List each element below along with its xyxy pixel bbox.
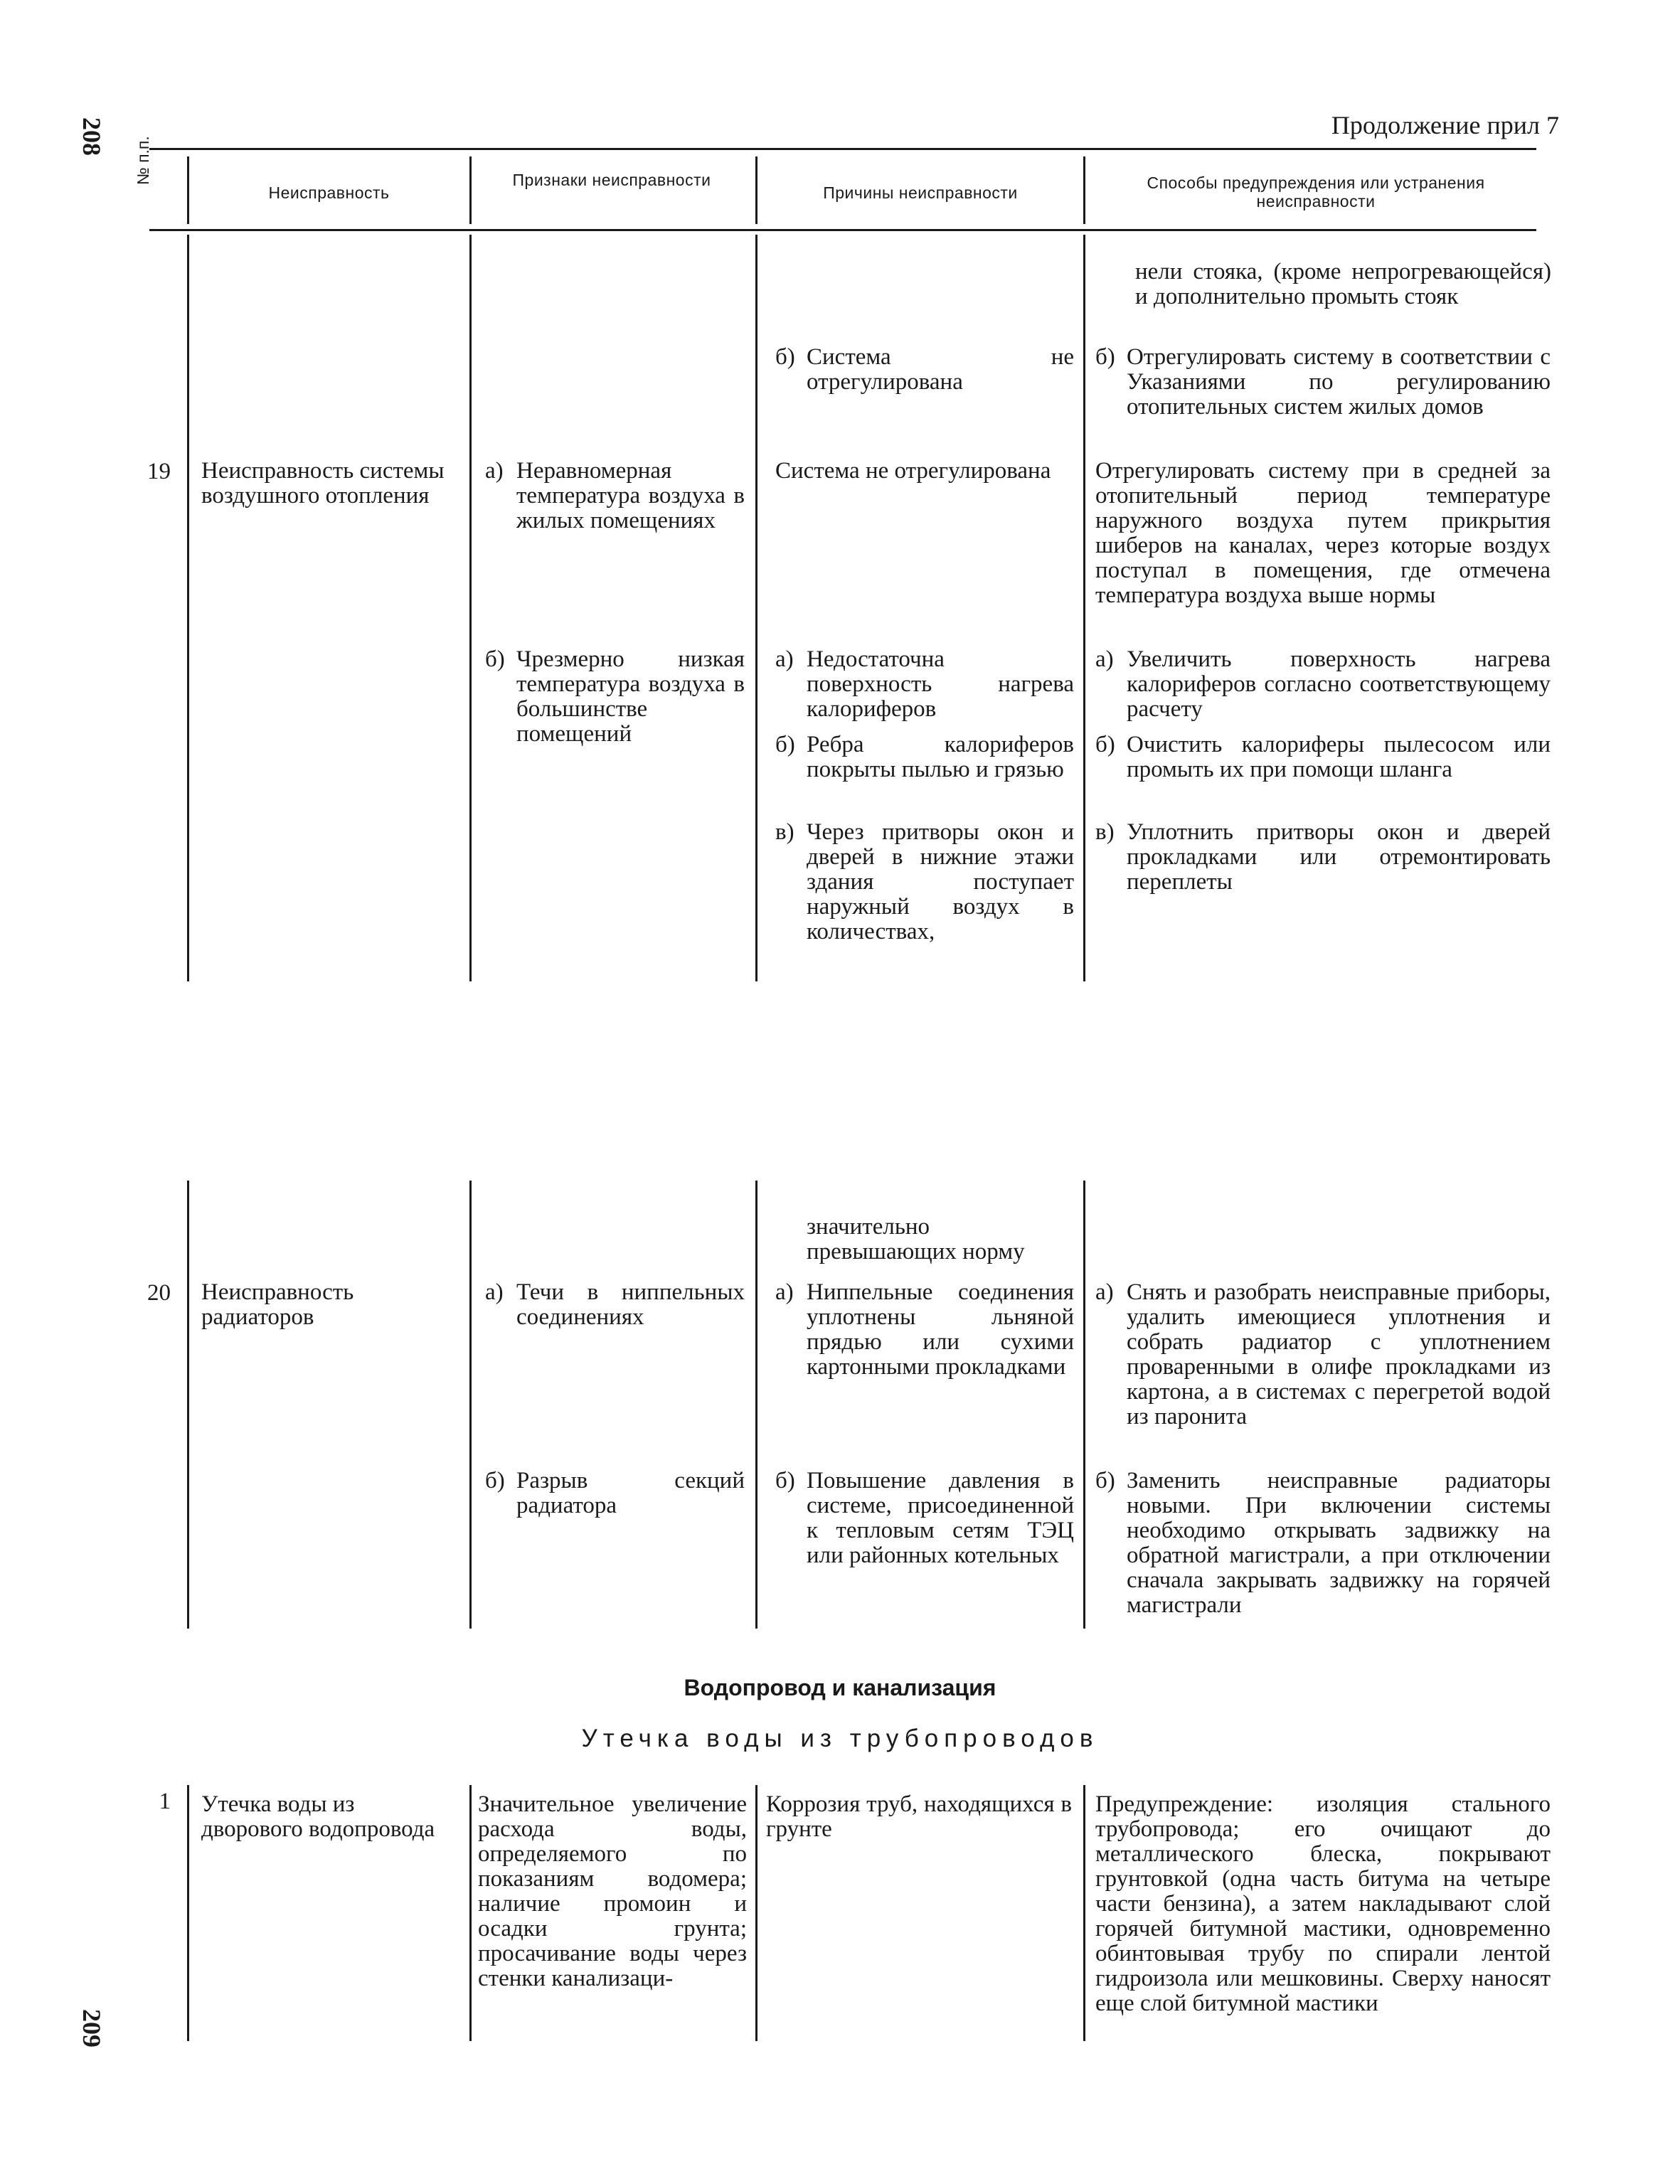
fault-text: Утечка воды из дворового водопровода	[201, 1791, 435, 1842]
fault-text: Неисправность радиаторов	[201, 1279, 354, 1330]
table-divider	[755, 235, 757, 981]
table-divider	[469, 1785, 472, 2041]
table-divider	[1083, 1785, 1085, 2041]
item-marker: б)	[1095, 732, 1115, 757]
cause-continuation: значительно превышающих норму	[807, 1214, 1025, 1264]
table-divider	[187, 235, 189, 981]
cause-text: Ниппельные соединения уплотнены льняной прядью или сухими картонными прокладками	[807, 1279, 1074, 1380]
cause-text: Повышение давления в системе, присоединенной к тепловым сетям ТЭЦ или районных котельных	[807, 1468, 1074, 1568]
cause-item	[775, 1469, 1074, 1568]
item-marker: а)	[1095, 646, 1114, 672]
cause-text: Недостаточна поверхность нагрева калориферов	[807, 646, 1074, 722]
header-divider	[187, 156, 189, 224]
remedy-continuation: нели стояка, (кроме непрогревающейся) и дополнительно промыть стояк	[1135, 259, 1551, 309]
item-marker: б)	[1095, 344, 1115, 370]
sign-item	[485, 647, 745, 747]
item-marker: б)	[485, 1468, 505, 1493]
subsection-title: Утечка воды из трубопроводов	[581, 1725, 1099, 1752]
item-marker: а)	[1095, 1279, 1114, 1305]
page-number-top: 208	[78, 117, 106, 156]
remedy-text: Уплотнить притворы окон и дверей прокладками или отремонтировать переплеты	[1127, 819, 1551, 895]
header-col-causes: Причины неисправности	[823, 183, 1018, 202]
row-number: 20	[147, 1280, 171, 1306]
sign-item	[485, 459, 745, 533]
header-col-fault: Неисправность	[268, 183, 390, 202]
sign-text: Неравномерная температура воздуха в жилых помещениях	[516, 458, 745, 533]
remedy-item	[1095, 647, 1551, 722]
header-bottom-rule	[149, 229, 1536, 231]
remedy-item	[1095, 345, 1551, 420]
item-marker: б)	[1095, 1468, 1115, 1493]
cause-text: Система не отрегулирована	[807, 344, 1074, 395]
page-number-bottom: 209	[78, 2009, 106, 2047]
sign-text: Значительное увеличение расхода воды, определяемого по показаниям водомера; наличие промоин и осадки грунта; просачивание воды через стенки канализаци-	[478, 1791, 747, 1991]
cause-text: Через притворы окон и дверей в нижние этажи здания поступает наружный воздух в количествах,	[807, 819, 1074, 944]
table-divider	[1083, 235, 1085, 981]
item-marker: б)	[485, 646, 505, 672]
table-divider	[187, 1785, 189, 2041]
header-divider	[1083, 156, 1085, 224]
table-divider	[755, 1181, 757, 1629]
item-marker: а)	[775, 646, 794, 672]
remedy-text: Очистить калориферы пылесосом или промыть их при помощи шланга	[1127, 732, 1551, 782]
header-divider	[755, 156, 757, 224]
cause-item	[775, 820, 1074, 944]
header-col-number: № п.п.	[134, 136, 152, 185]
cause-text: Ребра калориферов покрыты пылью и грязью	[807, 732, 1074, 782]
item-marker: а)	[485, 458, 504, 484]
header-col-signs: Признаки неисправности	[512, 171, 711, 189]
cause-text: Система не отрегулирована	[775, 458, 1051, 484]
table-divider	[187, 1181, 189, 1629]
fault-text: Неисправность системы воздушного отопления	[201, 458, 445, 508]
cause-item	[775, 647, 1074, 722]
header-top-rule	[149, 148, 1536, 150]
item-marker: а)	[485, 1279, 504, 1305]
table-divider	[1083, 1181, 1085, 1629]
item-marker: б)	[775, 344, 795, 370]
cause-text: Коррозия труб, находящихся в грунте	[766, 1791, 1072, 1842]
cause-item	[775, 733, 1074, 782]
remedy-item	[1095, 733, 1551, 782]
remedy-text: Отрегулировать систему в соответствии с Указаниями по регулированию отопительных систем жилых домов	[1127, 344, 1551, 420]
table-divider	[755, 1785, 757, 2041]
header-divider	[469, 156, 472, 224]
item-marker: в)	[1095, 819, 1115, 845]
remedy-text: Снять и разобрать неисправные приборы, удалить имеющиеся уплотнения и собрать радиатор с уплотнением проваренными в олифе прокладками из картона, а в системах с перегретой водой из паронита	[1127, 1279, 1551, 1429]
remedy-item	[1095, 1469, 1551, 1618]
cause-item	[775, 1280, 1074, 1380]
item-marker: в)	[775, 819, 794, 845]
continuation-label: Продолжение прил 7	[1331, 111, 1559, 139]
item-marker: а)	[775, 1279, 794, 1305]
item-marker: б)	[775, 1468, 795, 1493]
table-divider	[469, 235, 472, 981]
section-title: Водопровод и канализация	[684, 1675, 996, 1700]
table-divider	[469, 1181, 472, 1629]
remedy-text: Отрегулировать систему при в средней за отопительный период температуре наружного воздуха путем прикрытия шиберов на каналах, через которые воздух поступал в помещения, где отмечена температура воздуха выше нормы	[1095, 458, 1551, 608]
cause-item	[775, 345, 1074, 395]
sign-text: Разрыв секций радиатора	[516, 1468, 745, 1518]
row-number: 19	[147, 459, 171, 484]
remedy-text: Предупреждение: изоляция стального трубопровода; его очищают до металлического блеска, покрывают грунтовкой (одна часть битума на четыре части бензина), а затем накладывают слой горячей битумной мастики, одновременно обинтовывая трубу по спирали лентой гидроизола или мешковины. Сверху наносят еще слой битумной мастики	[1095, 1791, 1551, 2016]
sign-text: Чрезмерно низкая температура воздуха в большинстве помещений	[516, 646, 745, 747]
sign-text: Течи в ниппельных соединениях	[516, 1279, 745, 1330]
remedy-item	[1095, 820, 1551, 895]
item-marker: б)	[775, 732, 795, 757]
remedy-text: Увеличить поверхность нагрева калориферов согласно соответствующему расчету	[1127, 646, 1551, 722]
remedy-text: Заменить неисправные радиаторы новыми. При включении системы необходимо открывать задвижку на обратной магистрали, а при отключении сначала закрывать задвижку на горячей магистрали	[1127, 1468, 1551, 1618]
remedy-item	[1095, 1280, 1551, 1429]
sign-item	[485, 1469, 745, 1518]
header-col-remedies: Способы предупреждения или устранения неисправности	[1147, 174, 1485, 211]
sign-item	[485, 1280, 745, 1330]
row-number: 1	[159, 1789, 171, 1814]
